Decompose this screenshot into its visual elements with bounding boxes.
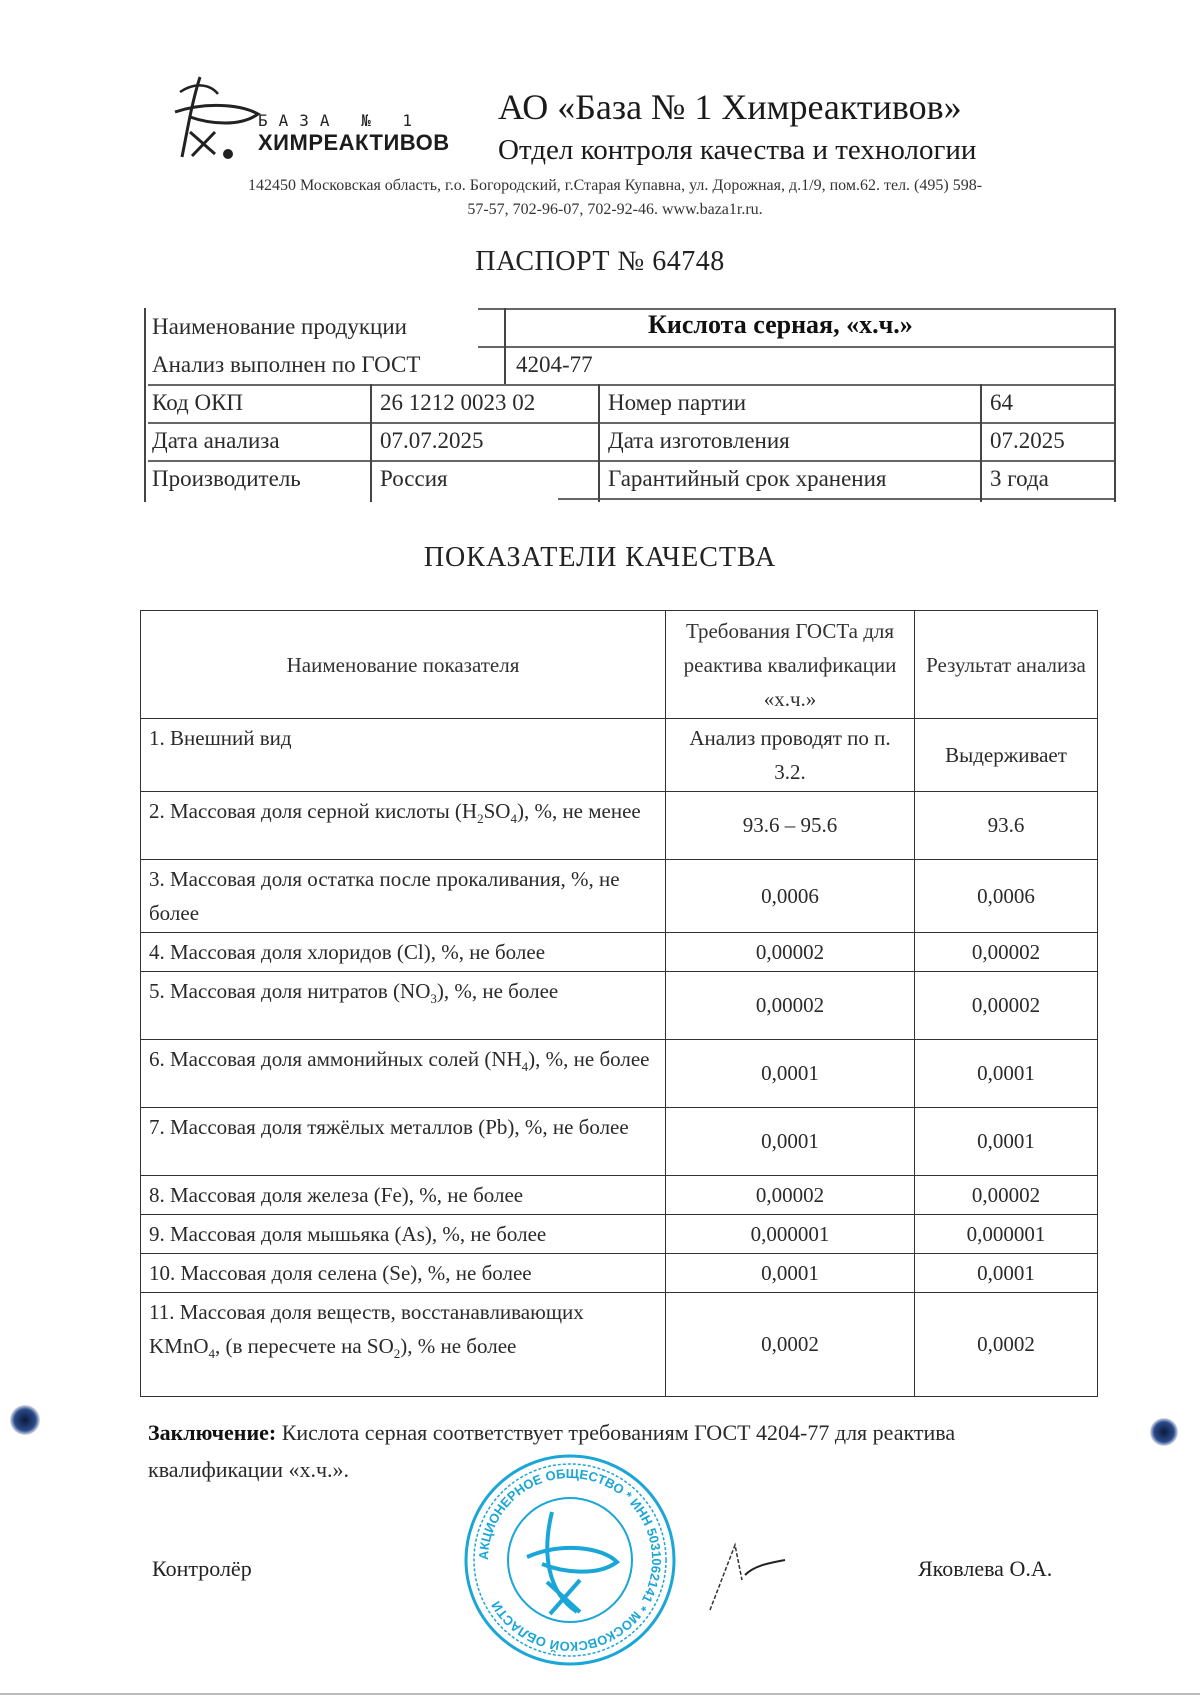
row-requirement: 0,0001 bbox=[666, 1254, 915, 1293]
controller-label: Контролёр bbox=[152, 1556, 252, 1581]
row-result: 0,0001 bbox=[915, 1108, 1098, 1176]
ink-blot-right bbox=[1150, 1418, 1178, 1446]
row-result: 0,00002 bbox=[915, 933, 1098, 972]
row-name: 9. Массовая доля мышьяка (As), %, не более bbox=[141, 1215, 666, 1254]
table-row bbox=[141, 972, 1098, 1040]
logo-big-text: ХИМРЕАКТИВОВ bbox=[258, 130, 450, 155]
row-result: 0,0002 bbox=[915, 1293, 1098, 1397]
row-name: 2. Массовая доля серной кислоты $(H_2SO_4)$, %, не менее bbox=[141, 792, 666, 860]
row-requirement: 0,0006 bbox=[666, 860, 915, 933]
row-requirement: 0,00002 bbox=[666, 933, 915, 972]
product-label: Наименование продукции bbox=[152, 314, 407, 339]
svg-text:АКЦИОНЕРНОЕ ОБЩЕСТВО * ИНН 503 bbox=[476, 1466, 664, 1654]
header-result: Результат анализа bbox=[915, 611, 1098, 719]
table-row bbox=[141, 719, 1098, 792]
header-name: Наименование показателя bbox=[141, 611, 666, 719]
company-name: АО «База № 1 Химреактивов» bbox=[498, 87, 962, 127]
manufacturer-value: Россия bbox=[380, 466, 448, 491]
row-requirement: 0,000001 bbox=[666, 1215, 915, 1254]
row-requirement: 0,00002 bbox=[666, 1176, 915, 1215]
row-name: 10. Массовая доля селена (Se), %, не более bbox=[141, 1254, 666, 1293]
table-row bbox=[141, 1215, 1098, 1254]
product-value: Кислота серная, «х.ч.» bbox=[648, 310, 913, 339]
conclusion-label: Заключение: bbox=[148, 1420, 277, 1445]
manufacture-date-value: 07.2025 bbox=[990, 428, 1065, 453]
analysis-date-label: Дата анализа bbox=[152, 428, 280, 453]
signer-name: Яковлева О.А. bbox=[918, 1556, 1053, 1581]
row-name: 8. Массовая доля железа (Fe), %, не более bbox=[141, 1176, 666, 1215]
row-requirement: Анализ проводят по п. 3.2. bbox=[666, 719, 915, 792]
signature-icon bbox=[700, 1535, 820, 1615]
conclusion-text: Кислота серная соответствует требованиям ГОСТ 4204-77 для реактива квалификации «х.ч.». bbox=[148, 1420, 956, 1482]
table-row bbox=[141, 1176, 1098, 1215]
row-requirement: 0,0002 bbox=[666, 1293, 915, 1397]
company-address bbox=[120, 174, 1110, 222]
table-row bbox=[141, 1108, 1098, 1176]
shelf-life-label: Гарантийный срок хранения bbox=[608, 466, 887, 491]
table-row bbox=[141, 933, 1098, 972]
table-row bbox=[141, 792, 1098, 860]
address-line-1: 142450 Московская область, г.о. Богородский, г.Старая Купавна, ул. Дорожная, д.1/9, пом.62. тел. (495) 598- bbox=[247, 177, 983, 194]
table-row bbox=[141, 1293, 1098, 1397]
row-requirement: 0,0001 bbox=[666, 1040, 915, 1108]
header-requirement: Требования ГОСТа для реактива квалификации «х.ч.» bbox=[666, 611, 915, 719]
gost-label: Анализ выполнен по ГОСТ bbox=[152, 352, 421, 377]
table-row bbox=[141, 1254, 1098, 1293]
quality-table bbox=[140, 610, 1098, 1397]
stamp-text: АКЦИОНЕРНОЕ ОБЩЕСТВО * ИНН 5031062141 * МОСКОВСКОЙ ОБЛАСТИ bbox=[475, 1465, 665, 1655]
row-result: 93.6 bbox=[915, 792, 1098, 860]
address-line-2: 57-57, 702-96-07, 702-92-46. www.baza1r.ru. bbox=[467, 201, 763, 218]
row-name: 3. Массовая доля остатка после прокаливания, %, не более bbox=[141, 860, 666, 933]
row-result: 0,000001 bbox=[915, 1215, 1098, 1254]
row-name: 4. Массовая доля хлоридов (Cl), %, не более bbox=[141, 933, 666, 972]
batch-value: 64 bbox=[990, 390, 1013, 415]
row-name: 11. Массовая доля веществ, восстанавливающих KMnO$_4$, (в пересчете на $SO_2$), % не более bbox=[141, 1293, 666, 1397]
analysis-date-value: 07.07.2025 bbox=[380, 428, 484, 453]
shelf-life-value: 3 года bbox=[990, 466, 1049, 491]
logo-small-text: БАЗА № 1 bbox=[258, 111, 424, 130]
table-row bbox=[141, 860, 1098, 933]
manufacturer-label: Производитель bbox=[152, 466, 301, 491]
department-name: Отдел контроля качества и технологии bbox=[498, 134, 977, 166]
passport-title: ПАСПОРТ № 64748 bbox=[475, 246, 725, 277]
row-name: 7. Массовая доля тяжёлых металлов (Pb), %, не более bbox=[141, 1108, 666, 1176]
batch-label: Номер партии bbox=[608, 390, 747, 415]
table-header-row bbox=[141, 611, 1098, 719]
row-name: 6. Массовая доля аммонийных солей $(NH_4)$, %, не более bbox=[141, 1040, 666, 1108]
quality-title: ПОКАЗАТЕЛИ КАЧЕСТВА bbox=[423, 542, 777, 573]
bottom-edge-line bbox=[0, 1693, 1200, 1695]
gost-value: 4204-77 bbox=[516, 352, 593, 377]
okp-value: 26 1212 0023 02 bbox=[380, 390, 536, 415]
manufacture-date-label: Дата изготовления bbox=[608, 428, 790, 453]
row-result: 0,0006 bbox=[915, 860, 1098, 933]
okp-label: Код ОКП bbox=[152, 390, 244, 415]
product-info-table bbox=[148, 308, 1114, 508]
row-result: Выдерживает bbox=[915, 719, 1098, 792]
row-name: 5. Массовая доля нитратов $(NO_3)$, %, не более bbox=[141, 972, 666, 1040]
row-result: 0,00002 bbox=[915, 972, 1098, 1040]
row-name: 1. Внешний вид bbox=[141, 719, 666, 792]
company-logo-icon bbox=[170, 72, 270, 162]
row-requirement: 0,00002 bbox=[666, 972, 915, 1040]
row-result: 0,0001 bbox=[915, 1254, 1098, 1293]
row-requirement: 0,0001 bbox=[666, 1108, 915, 1176]
row-result: 0,0001 bbox=[915, 1040, 1098, 1108]
company-stamp-icon bbox=[462, 1452, 678, 1668]
row-requirement: 93.6 – 95.6 bbox=[666, 792, 915, 860]
ink-blot-left bbox=[10, 1405, 40, 1435]
row-result: 0,00002 bbox=[915, 1176, 1098, 1215]
table-row bbox=[141, 1040, 1098, 1108]
